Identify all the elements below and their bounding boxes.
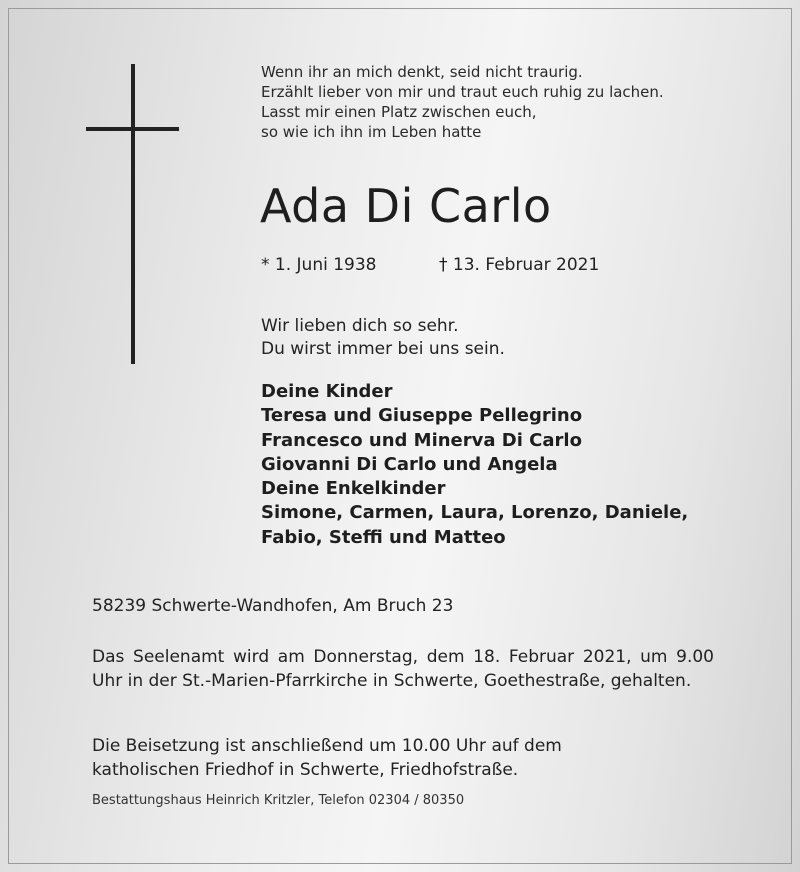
family-line: Simone, Carmen, Laura, Lorenzo, Daniele, (261, 502, 689, 524)
mourning-family (261, 380, 688, 550)
family-line: Giovanni Di Carlo und Angela (261, 453, 558, 475)
burial-line: katholischen Friedhof in Schwerte, Friedhofstraße. (92, 759, 519, 780)
poem-line: Wenn ihr an mich denkt, seid nicht traurig. (261, 63, 583, 81)
birth-date: * 1. Juni 1938 (261, 255, 377, 275)
family-line: Fabio, Steffi und Matteo (261, 526, 506, 548)
farewell-message (261, 315, 505, 361)
poem-line: so wie ich ihn im Leben hatte (261, 123, 482, 141)
cross-vertical-bar (131, 64, 135, 364)
burial-notice (92, 735, 562, 782)
message-line: Wir lieben dich so sehr. (261, 316, 459, 336)
family-line: Deine Enkelkinder (261, 478, 446, 500)
family-line: Teresa und Giuseppe Pellegrino (261, 405, 583, 427)
burial-line: Die Beisetzung ist anschließend um 10.00 Uhr auf dem (92, 736, 562, 756)
message-line: Du wirst immer bei uns sein. (261, 339, 505, 359)
death-date: † 13. Februar 2021 (439, 255, 600, 275)
life-dates (261, 253, 600, 277)
poem (261, 62, 664, 142)
cross-horizontal-bar (86, 127, 179, 131)
family-line: Deine Kinder (261, 381, 393, 402)
requiem-mass-notice: Das Seelenamt wird am Donnerstag, dem 18. Februar 2021, um 9.00 Uhr in der St.-Marien-Pfarrkirche in Schwerte, Goethestraße, gehalten. (92, 647, 714, 691)
family-line: Francesco und Minerva Di Carlo (261, 429, 582, 451)
family-address: 58239 Schwerte-Wandhofen, Am Bruch 23 (92, 596, 454, 616)
poem-line: Erzählt lieber von mir und traut euch ruhig zu lachen. (261, 83, 664, 101)
poem-line: Lasst mir einen Platz zwischen euch, (261, 103, 537, 121)
deceased-name: Ada Di Carlo (260, 179, 552, 233)
funeral-home-contact: Bestattungshaus Heinrich Kritzler, Telefon 02304 / 80350 (92, 793, 465, 808)
